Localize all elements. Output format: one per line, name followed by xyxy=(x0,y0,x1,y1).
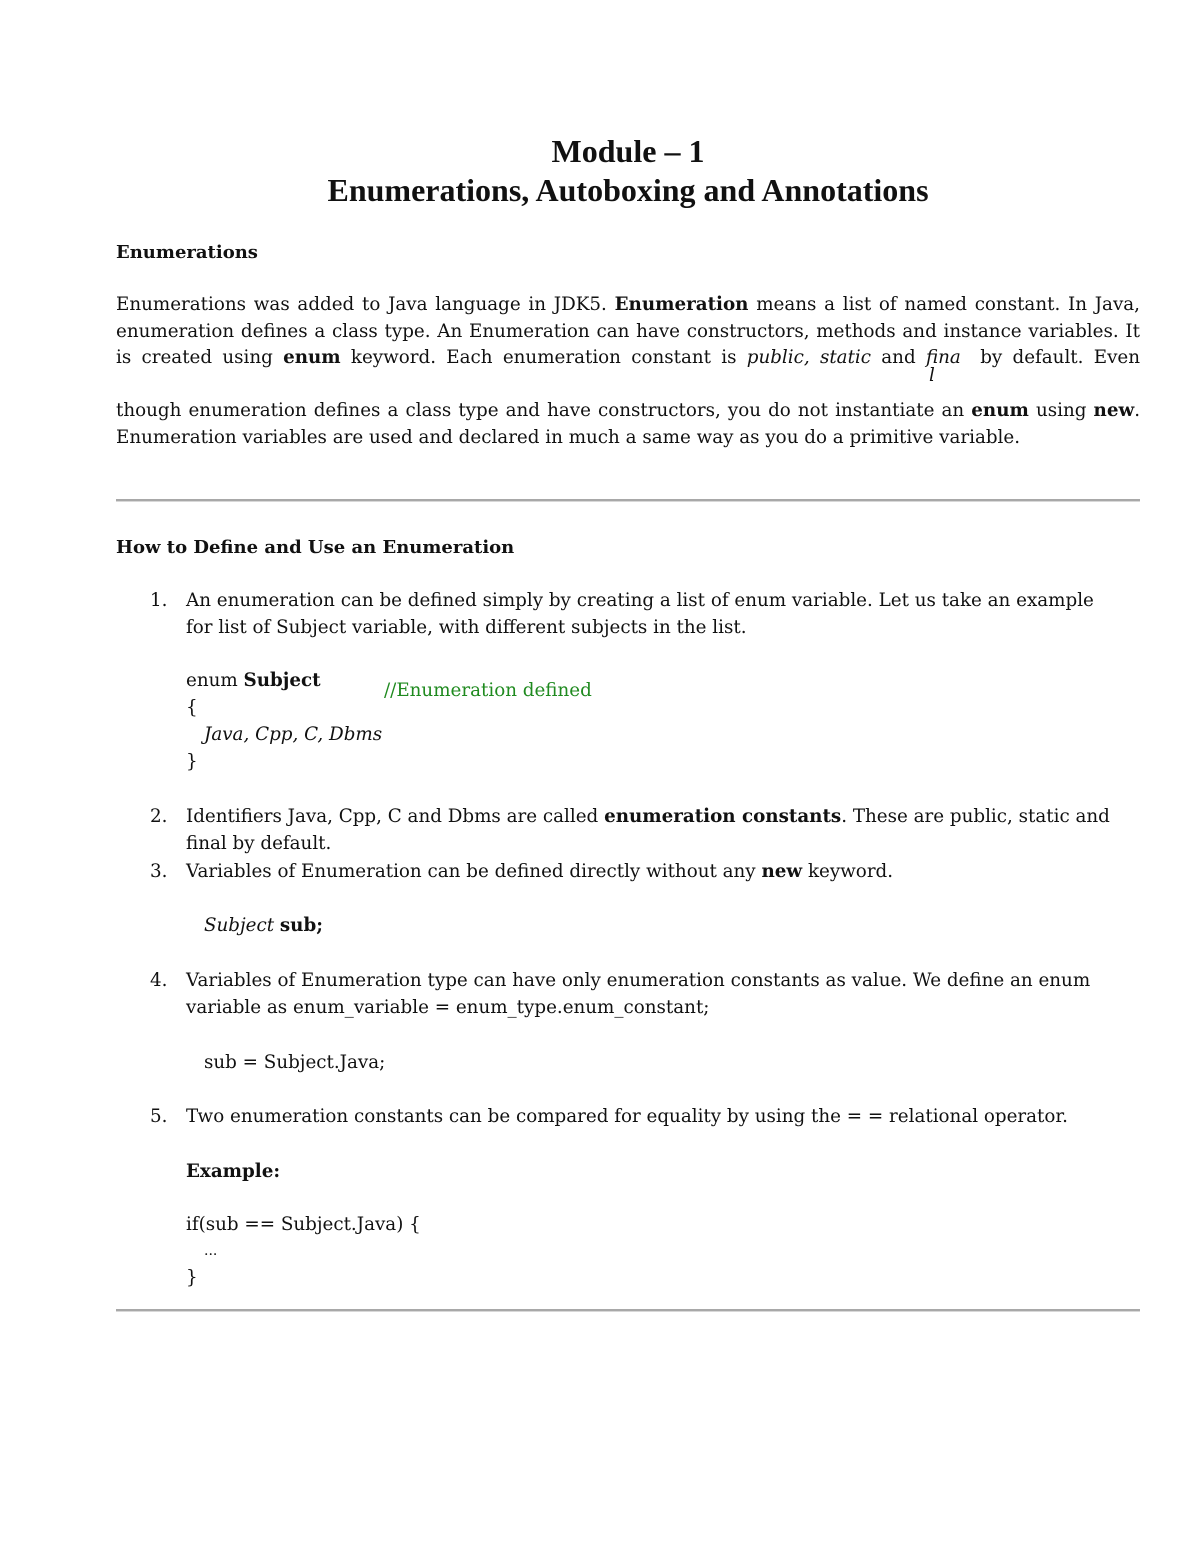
horizontal-divider xyxy=(116,499,1140,502)
horizontal-divider-bottom xyxy=(116,1309,1140,1312)
code-block-enum-subject: enum Subject xyxy=(186,670,321,691)
list-number: 1. xyxy=(150,590,168,611)
para-line-2: enumeration defines a class type. An Enumeration can have constructors, methods and instance variables. It xyxy=(116,320,1140,342)
code-brace-open: { xyxy=(186,697,198,718)
list-item-1: An enumeration can be defined simply by creating a list of enum variable. Let us take an example for list of Subject variable, with different subjects in the list. xyxy=(186,590,1094,638)
list-number: 3. xyxy=(150,861,168,882)
para-line-4: though enumeration defines a class type and have constructors, you do not instantiate an enum using new. xyxy=(116,400,1141,421)
list-item-3: Variables of Enumeration can be defined directly without any new keyword. xyxy=(186,861,894,882)
intro-paragraph xyxy=(116,292,1140,451)
list-item-4: Variables of Enumeration type can have only enumeration constants as value. We define an enum variable as enum_variable = enum_type.enum_constant; xyxy=(186,970,1091,1018)
code-subject-declaration: Subject sub; xyxy=(204,915,324,936)
module-title: Module – 1 xyxy=(551,133,705,169)
title-block xyxy=(116,132,1140,210)
list-number: 2. xyxy=(150,806,168,827)
section-heading-define-use: How to Define and Use an Enumeration xyxy=(116,537,515,558)
code-if-close: } xyxy=(186,1267,198,1288)
list-item-2: Identifiers Java, Cpp, C and Dbms are called enumeration constants. These are public, static and final by default. xyxy=(186,806,1110,854)
code-brace-close: } xyxy=(186,751,198,772)
document-title: Enumerations, Autoboxing and Annotations xyxy=(327,172,929,208)
code-if-statement: if(sub == Subject.Java) { xyxy=(186,1214,421,1235)
para-line-3: is created using enum keyword. Each enumeration constant is public, static and fina l by default. Even xyxy=(116,347,1140,386)
code-assignment: sub = Subject.Java; xyxy=(204,1052,386,1073)
code-comment: //Enumeration defined xyxy=(384,680,592,701)
example-label: Example: xyxy=(186,1161,281,1182)
list-item-5: Two enumeration constants can be compared for equality by using the = = relational operator. xyxy=(186,1106,1068,1127)
list-number: 4. xyxy=(150,970,168,991)
code-ellipsis: ... xyxy=(204,1243,218,1259)
para-line-1: Enumerations was added to Java language in JDK5. Enumeration means a list of named constant. In Java, xyxy=(116,294,1140,315)
para-line-5: Enumeration variables are used and declared in much a same way as you do a primitive variable. xyxy=(116,426,1021,448)
code-enum-constants: Java, Cpp, C, Dbms xyxy=(204,724,383,745)
list-number: 5. xyxy=(150,1106,168,1127)
section-heading-enumerations: Enumerations xyxy=(116,242,258,263)
